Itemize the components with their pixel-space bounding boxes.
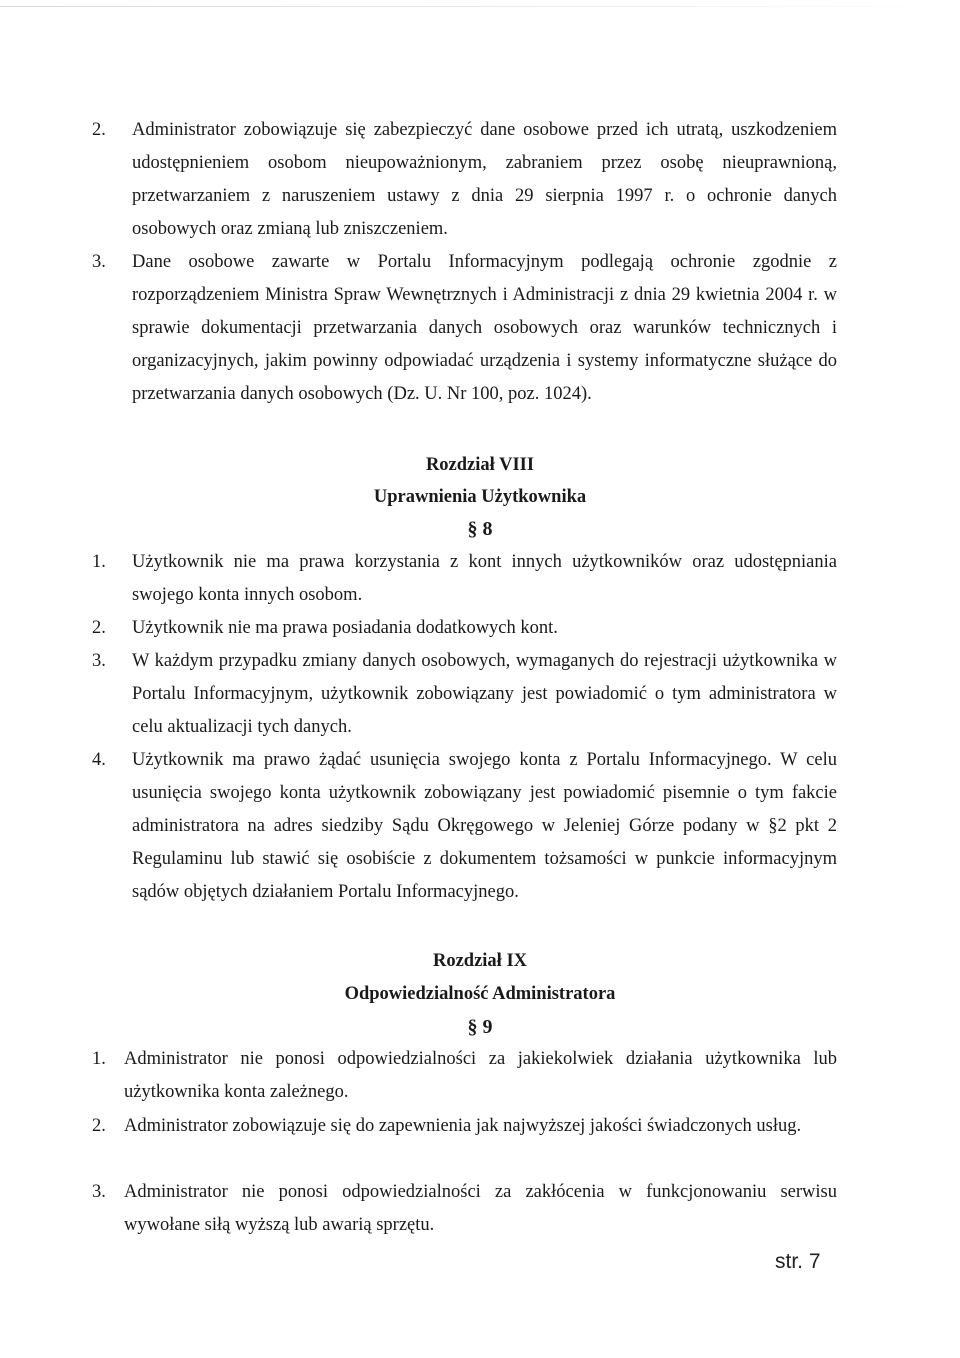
- item-text: Administrator nie ponosi odpowiedzialności za zakłócenia w funkcjonowaniu serwisu wywołane siłą wyższą lub awarią sprzętu.: [124, 1182, 837, 1235]
- chapter-ix-subtitle: Odpowiedzialność Administratora: [344, 984, 616, 1004]
- list-item-viii-4: [92, 744, 837, 909]
- item-number: 2.: [92, 120, 106, 140]
- item-number: 1.: [92, 1049, 106, 1069]
- list-item-viii-3: [92, 645, 837, 744]
- chapter-viii-subtitle: Uprawnienia Użytkownika: [373, 487, 587, 507]
- item-text: Dane osobowe zawarte w Portalu Informacyjnym podlegają ochronie zgodnie z rozporządzeniem Ministra Spraw Wewnętrznych i Administracji z dnia 29 kwietnia 2004 r. w sprawie dokumentacji przetwarzania danych osobowych oraz warunków technicznych i organizacyjnych, jakim powinny odpowiadać urządzenia i systemy informatyczne służące do przetwarzania danych osobowych (Dz. U. Nr 100, poz. 1024).: [132, 252, 837, 404]
- paragraph-8-sign: § 8: [467, 518, 493, 540]
- list-item-ix-1: [92, 1043, 837, 1109]
- item-number: 3.: [92, 252, 106, 272]
- item-text: Użytkownik ma prawo żądać usunięcia swojego konta z Portalu Informacyjnego. W celu usunięcia swojego konta użytkownik zobowiązany jest powiadomić pisemnie o tym fakcie administratora na adres siedziby Sądu Okręgowego w Jeleniej Górze podany w §2 pkt 2 Regulaminu lub stawić się osobiście z dokumentem tożsamości w punkcie informacyjnym sądów objętych działaniem Portalu Informacyjnego.: [132, 750, 837, 902]
- item-number: 4.: [92, 750, 106, 770]
- item-number: 2.: [92, 618, 106, 638]
- page-number: str. 7: [775, 1250, 821, 1273]
- item-text: Administrator nie ponosi odpowiedzialności za jakiekolwiek działania użytkownika lub użytkownika konta zależnego.: [124, 1049, 837, 1102]
- list-item-top-2: [92, 114, 837, 246]
- chapter-viii-title: Rozdział VIII: [425, 455, 535, 475]
- list-item-viii-2: [92, 612, 837, 645]
- item-number: 1.: [92, 552, 106, 572]
- item-text: Administrator zobowiązuje się do zapewnienia jak najwyższej jakości świadczonych usług.: [124, 1116, 802, 1136]
- list-item-top-3: [92, 246, 837, 411]
- item-number: 2.: [92, 1116, 106, 1136]
- item-text: W każdym przypadku zmiany danych osobowych, wymaganych do rejestracji użytkownika w Portalu Informacyjnym, użytkownik zobowiązany jest powiadomić o tym administratora w celu aktualizacji tych danych.: [132, 651, 837, 737]
- item-number: 3.: [92, 1182, 106, 1202]
- item-text: Użytkownik nie ma prawa korzystania z kont innych użytkowników oraz udostępniania swojego konta innych osobom.: [132, 552, 837, 605]
- item-number: 3.: [92, 651, 106, 671]
- item-text: Administrator zobowiązuje się zabezpieczyć dane osobowe przed ich utratą, uszkodzeniem udostępnieniem osobom nieupoważnionym, zabraniem przez osobę nieuprawnioną, przetwarzaniem z naruszeniem ustawy z dnia 29 sierpnia 1997 r. o ochronie danych osobowych oraz zmianą lub zniszczeniem.: [132, 120, 837, 239]
- item-text: Użytkownik nie ma prawa posiadania dodatkowych kont.: [132, 618, 558, 638]
- list-item-ix-2: [92, 1110, 837, 1143]
- paragraph-9-sign: § 9: [467, 1016, 493, 1038]
- chapter-ix-title: Rozdział IX: [432, 951, 528, 971]
- list-item-viii-1: [92, 546, 837, 612]
- list-item-ix-3: [92, 1176, 837, 1242]
